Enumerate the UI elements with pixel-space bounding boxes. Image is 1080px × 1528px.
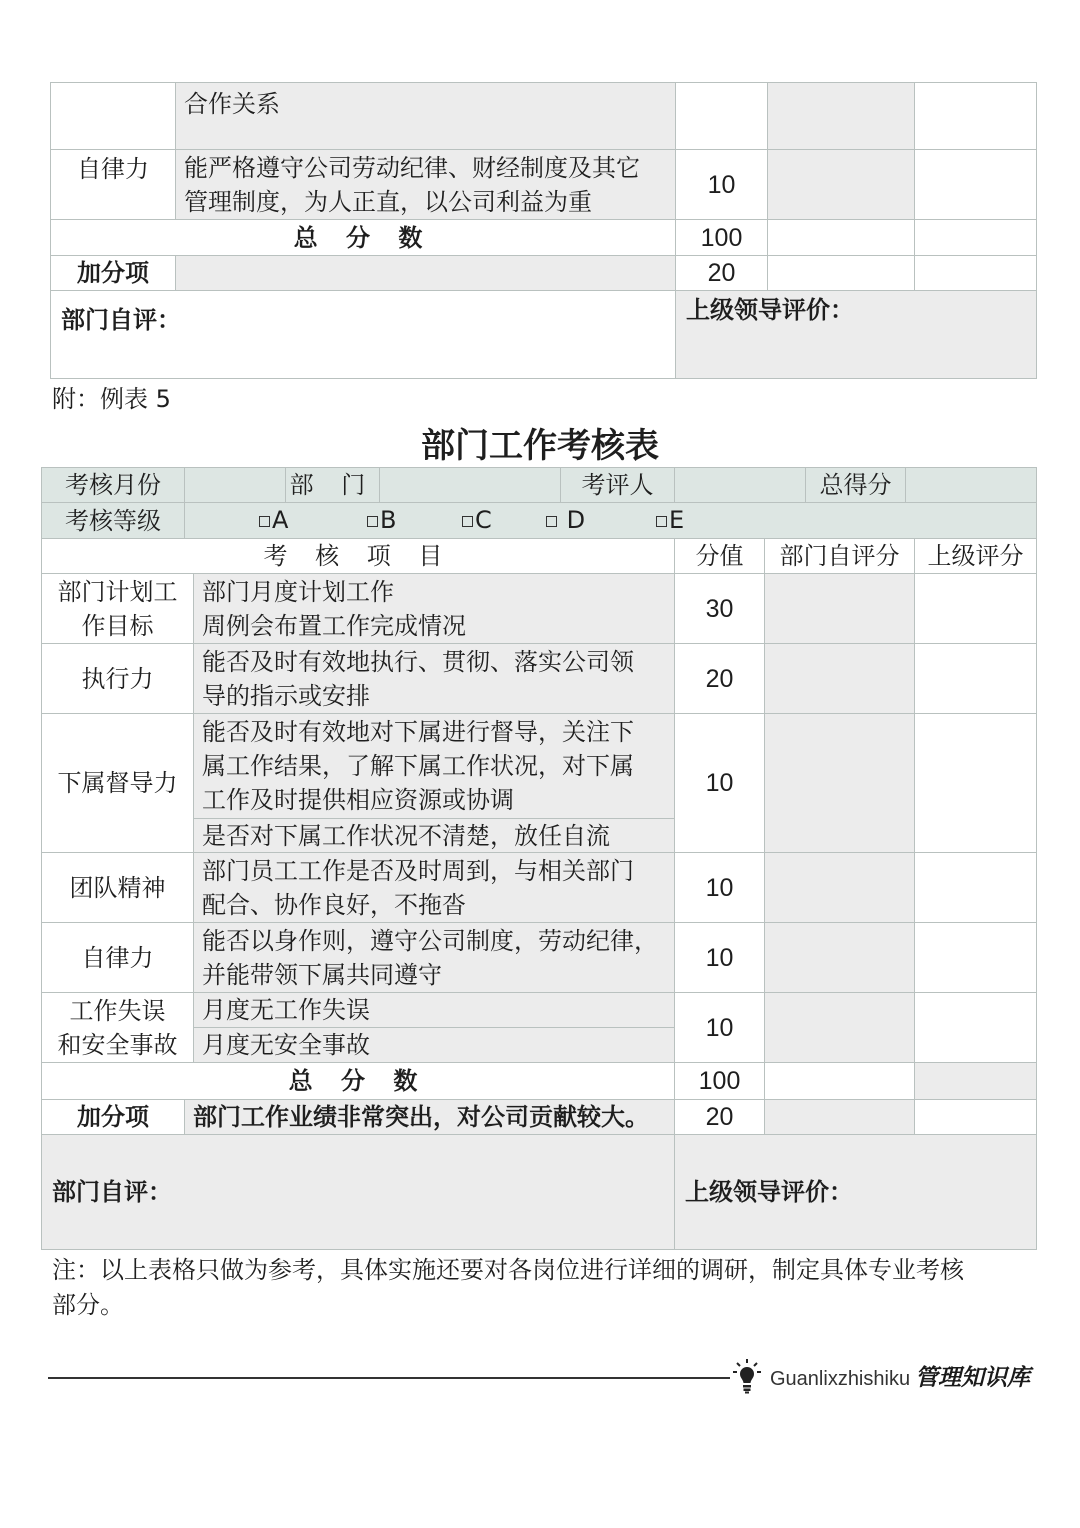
bonus-text: 部门工作业绩非常突出，对公司贡献较大。 [184, 1099, 675, 1135]
column-item-text: 考 核 项 目 [263, 542, 453, 570]
leader-evaluation-box[interactable] [674, 1134, 1037, 1250]
item-supervision [193, 713, 675, 819]
self-evaluation-box[interactable] [41, 1134, 675, 1250]
superior-score-cell[interactable] [914, 643, 1037, 714]
grade-label: 考核等级 [41, 502, 185, 539]
bonus-self-score[interactable] [764, 1099, 915, 1135]
dept-label [285, 467, 380, 503]
category-line: 和安全事故 [57, 1030, 178, 1059]
cell-empty [767, 255, 915, 291]
item-cooperation: 合作关系 [175, 82, 676, 150]
total-superior-score[interactable] [914, 1062, 1037, 1100]
month-label: 考核月份 [41, 467, 185, 503]
month-value [184, 467, 286, 503]
self-score-cell[interactable] [764, 992, 915, 1063]
dept-value [379, 467, 561, 503]
column-superior-score: 上级评分 [914, 538, 1037, 574]
score-value: 10 [675, 149, 768, 220]
cell-empty [914, 219, 1037, 256]
score-value: 10 [674, 852, 765, 923]
grade-option-label: E [669, 506, 685, 534]
grade-option-label: A [272, 506, 289, 534]
item-line: 并能带领下属共同遵守 [202, 960, 442, 989]
reviewer-label: 考评人 [560, 467, 675, 503]
self-score-cell[interactable] [764, 713, 915, 853]
item-line: 导的指示或安排 [202, 681, 370, 710]
category-self-discipline: 自律力 [41, 922, 194, 993]
note-line-2: 部分。 [52, 1291, 124, 1319]
item-line: 部门月度计划工作 [202, 577, 394, 606]
grade-option-label: C [475, 506, 492, 534]
leader-evaluation-label: 上级领导评价： [686, 296, 854, 324]
checkbox-icon [367, 516, 378, 527]
score-value: 10 [674, 713, 765, 853]
grade-option-b[interactable] [367, 503, 396, 537]
category-teamwork: 团队精神 [41, 852, 194, 923]
total-points-label: 总得分 [805, 467, 906, 503]
item-line: 能严格遵守公司劳动纪律、财经制度及其它 [184, 153, 640, 182]
item-execution [193, 643, 675, 714]
lightbulb-icon [732, 1358, 762, 1394]
category-execution: 执行力 [41, 643, 194, 714]
superior-score-cell[interactable] [914, 922, 1037, 993]
leader-evaluation-box [675, 290, 1037, 379]
item-no-work-error: 月度无工作失误 [193, 992, 675, 1028]
column-item [41, 538, 675, 574]
total-self-score[interactable] [764, 1062, 915, 1100]
category-line: 工作失误 [69, 996, 166, 1025]
total-score-value: 100 [675, 219, 768, 256]
self-evaluation-label: 部门自评： [61, 306, 181, 334]
bonus-label: 加分项 [41, 1099, 185, 1135]
total-score-value: 100 [674, 1062, 765, 1100]
total-points-value [905, 467, 1037, 503]
total-score-label [41, 1062, 675, 1100]
category-supervision: 下属督导力 [41, 713, 194, 853]
self-score-cell[interactable] [764, 643, 915, 714]
item-self-discipline [193, 922, 675, 993]
item-supervision-extra: 是否对下属工作状况不清楚，放任自流 [193, 818, 675, 853]
leader-evaluation-label: 上级领导评价： [685, 1178, 853, 1206]
dept-label-text: 部 门 [289, 471, 376, 499]
cell-empty [914, 149, 1037, 220]
item-line: 能否及时有效地执行、贯彻、落实公司领 [202, 647, 634, 676]
grade-options [184, 502, 1037, 539]
self-score-cell[interactable] [764, 573, 915, 644]
cell-empty [50, 82, 176, 150]
score-value: 20 [674, 643, 765, 714]
item-line: 周例会布置工作完成情况 [202, 611, 466, 640]
grade-option-a[interactable] [259, 503, 288, 537]
bonus-superior-score[interactable] [914, 1099, 1037, 1135]
item-line: 部门员工工作是否及时周到，与相关部门 [202, 856, 634, 885]
item-teamwork [193, 852, 675, 923]
superior-score-cell[interactable] [914, 852, 1037, 923]
item-line: 管理制度，为人正直，以公司利益为重 [184, 187, 592, 216]
total-label-text: 总 分 数 [293, 223, 433, 252]
total-label-text: 总 分 数 [288, 1067, 428, 1095]
category-self-discipline: 自律力 [50, 149, 176, 220]
cell-empty [914, 255, 1037, 291]
cell-empty [675, 82, 768, 150]
column-score: 分值 [674, 538, 765, 574]
item-self-discipline [175, 149, 676, 220]
superior-score-cell[interactable] [914, 713, 1037, 853]
bonus-label: 加分项 [50, 255, 176, 291]
cell-empty [767, 82, 915, 150]
footer-divider [48, 1377, 730, 1379]
grade-option-e[interactable] [656, 503, 684, 537]
item-line: 工作及时提供相应资源或协调 [202, 786, 514, 814]
cell-empty [767, 149, 915, 220]
checkbox-icon [462, 516, 473, 527]
bonus-score: 20 [675, 255, 768, 291]
superior-score-cell[interactable] [914, 573, 1037, 644]
bonus-text [175, 255, 676, 291]
column-self-score: 部门自评分 [764, 538, 915, 574]
self-score-cell[interactable] [764, 922, 915, 993]
score-value: 10 [674, 922, 765, 993]
score-value: 10 [674, 992, 765, 1063]
note-line-1: 注：以上表格只做为参考，具体实施还要对各岗位进行详细的调研，制定具体专业考核 [52, 1256, 964, 1284]
item-no-safety-accident: 月度无安全事故 [193, 1027, 675, 1063]
cell-empty [767, 219, 915, 256]
total-score-label [50, 219, 676, 256]
self-score-cell[interactable] [764, 852, 915, 923]
grade-option-d[interactable] [546, 503, 585, 537]
item-plan [193, 573, 675, 644]
self-evaluation-label: 部门自评： [52, 1178, 172, 1206]
appendix-label: 附：例表 5 [52, 385, 171, 413]
item-line: 属工作结果，了解下属工作状况，对下属 [202, 752, 634, 780]
grade-option-label: D [559, 506, 586, 534]
brand-name-cn: 管理知识库 [915, 1364, 1030, 1391]
cell-empty [914, 82, 1037, 150]
checkbox-icon [656, 516, 667, 527]
category-line: 部门计划工 [57, 577, 178, 606]
item-line: 能否以身作则，遵守公司制度，劳动纪律， [202, 926, 658, 955]
checkbox-icon [259, 516, 270, 527]
item-line: 配合、协作良好，不拖沓 [202, 890, 466, 919]
category-plan [41, 573, 194, 644]
brand-name-en: Guanlixzhishiku [770, 1368, 911, 1390]
item-line: 能否及时有效地对下属进行督导，关注下 [202, 718, 634, 746]
grade-option-c[interactable] [462, 503, 492, 537]
category-errors-safety [41, 992, 194, 1063]
reviewer-value [674, 467, 806, 503]
category-line: 作目标 [81, 611, 154, 640]
self-evaluation-box [50, 290, 676, 379]
form-title: 部门工作考核表 [421, 426, 659, 466]
superior-score-cell[interactable] [914, 992, 1037, 1063]
checkbox-icon [546, 516, 557, 527]
bonus-score: 20 [674, 1099, 765, 1135]
grade-option-label: B [380, 506, 397, 534]
score-value: 30 [674, 573, 765, 644]
